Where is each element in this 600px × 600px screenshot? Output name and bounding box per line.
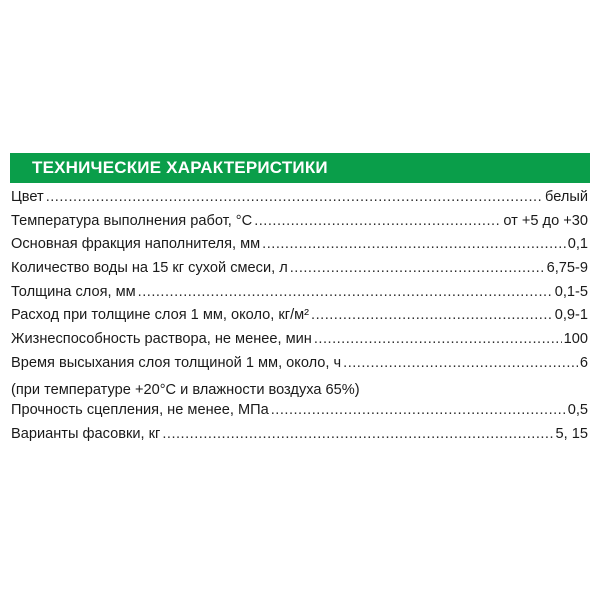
spec-row-drying-time — [11, 355, 588, 379]
spec-label: Количество воды на 15 кг сухой смеси, л — [11, 260, 288, 277]
section-header-band — [10, 153, 590, 183]
spec-value: 0,5 — [567, 402, 588, 419]
leader-dots — [46, 189, 543, 205]
leader-dots — [311, 307, 553, 323]
spec-row-filler-fraction — [11, 236, 588, 260]
spec-row-water-amount — [11, 260, 588, 284]
spec-label: Цвет — [11, 189, 44, 205]
spec-value: 6,75-9 — [546, 260, 588, 277]
spec-label: Жизнеспособность раствора, не менее, мин — [11, 331, 312, 348]
spec-label: Варианты фасовки, кг — [11, 425, 161, 442]
spec-label: Расход при толщине слоя 1 мм, около, кг/м² — [11, 307, 310, 324]
spec-row-layer-thickness — [11, 284, 588, 308]
leader-dots — [254, 213, 501, 229]
spec-label: Основная фракция наполнителя, мм — [11, 236, 261, 253]
spec-label: Прочность сцепления, не менее, МПа — [11, 402, 269, 419]
spec-row-consumption — [11, 307, 588, 331]
spec-value: белый — [545, 189, 588, 205]
spec-list — [11, 189, 588, 450]
spec-row-adhesion-strength — [11, 402, 588, 426]
leader-dots — [138, 284, 553, 300]
leader-dots — [162, 426, 553, 442]
spec-value: от +5 до +30 — [503, 212, 588, 229]
drying-conditions-note: (при температуре +20°С и влажности воздуха 65%) — [11, 381, 360, 398]
leader-dots — [271, 402, 566, 418]
spec-row-packaging — [11, 426, 588, 450]
spec-label: Время высыхания слоя толщиной 1 мм, около, ч — [11, 354, 342, 371]
spec-row-pot-life — [11, 331, 588, 355]
spec-value: 0,1 — [567, 236, 588, 253]
section-title: ТЕХНИЧЕСКИЕ ХАРАКТЕРИСТИКИ — [32, 158, 328, 177]
spec-label: Толщина слоя, мм — [11, 283, 136, 300]
spec-value: 0,1-5 — [554, 283, 588, 300]
leader-dots — [262, 236, 566, 252]
spec-value: 6 — [579, 354, 588, 371]
spec-row-work-temperature — [11, 213, 588, 237]
leader-dots — [290, 260, 545, 276]
spec-label: Температура выполнения работ, °С — [11, 212, 253, 229]
spec-value: 100 — [563, 331, 588, 348]
spec-value: 0,9-1 — [554, 307, 588, 324]
leader-dots — [314, 331, 562, 347]
leader-dots — [343, 355, 578, 371]
spec-row-color — [11, 189, 588, 213]
spec-value: 5, 15 — [555, 425, 588, 442]
